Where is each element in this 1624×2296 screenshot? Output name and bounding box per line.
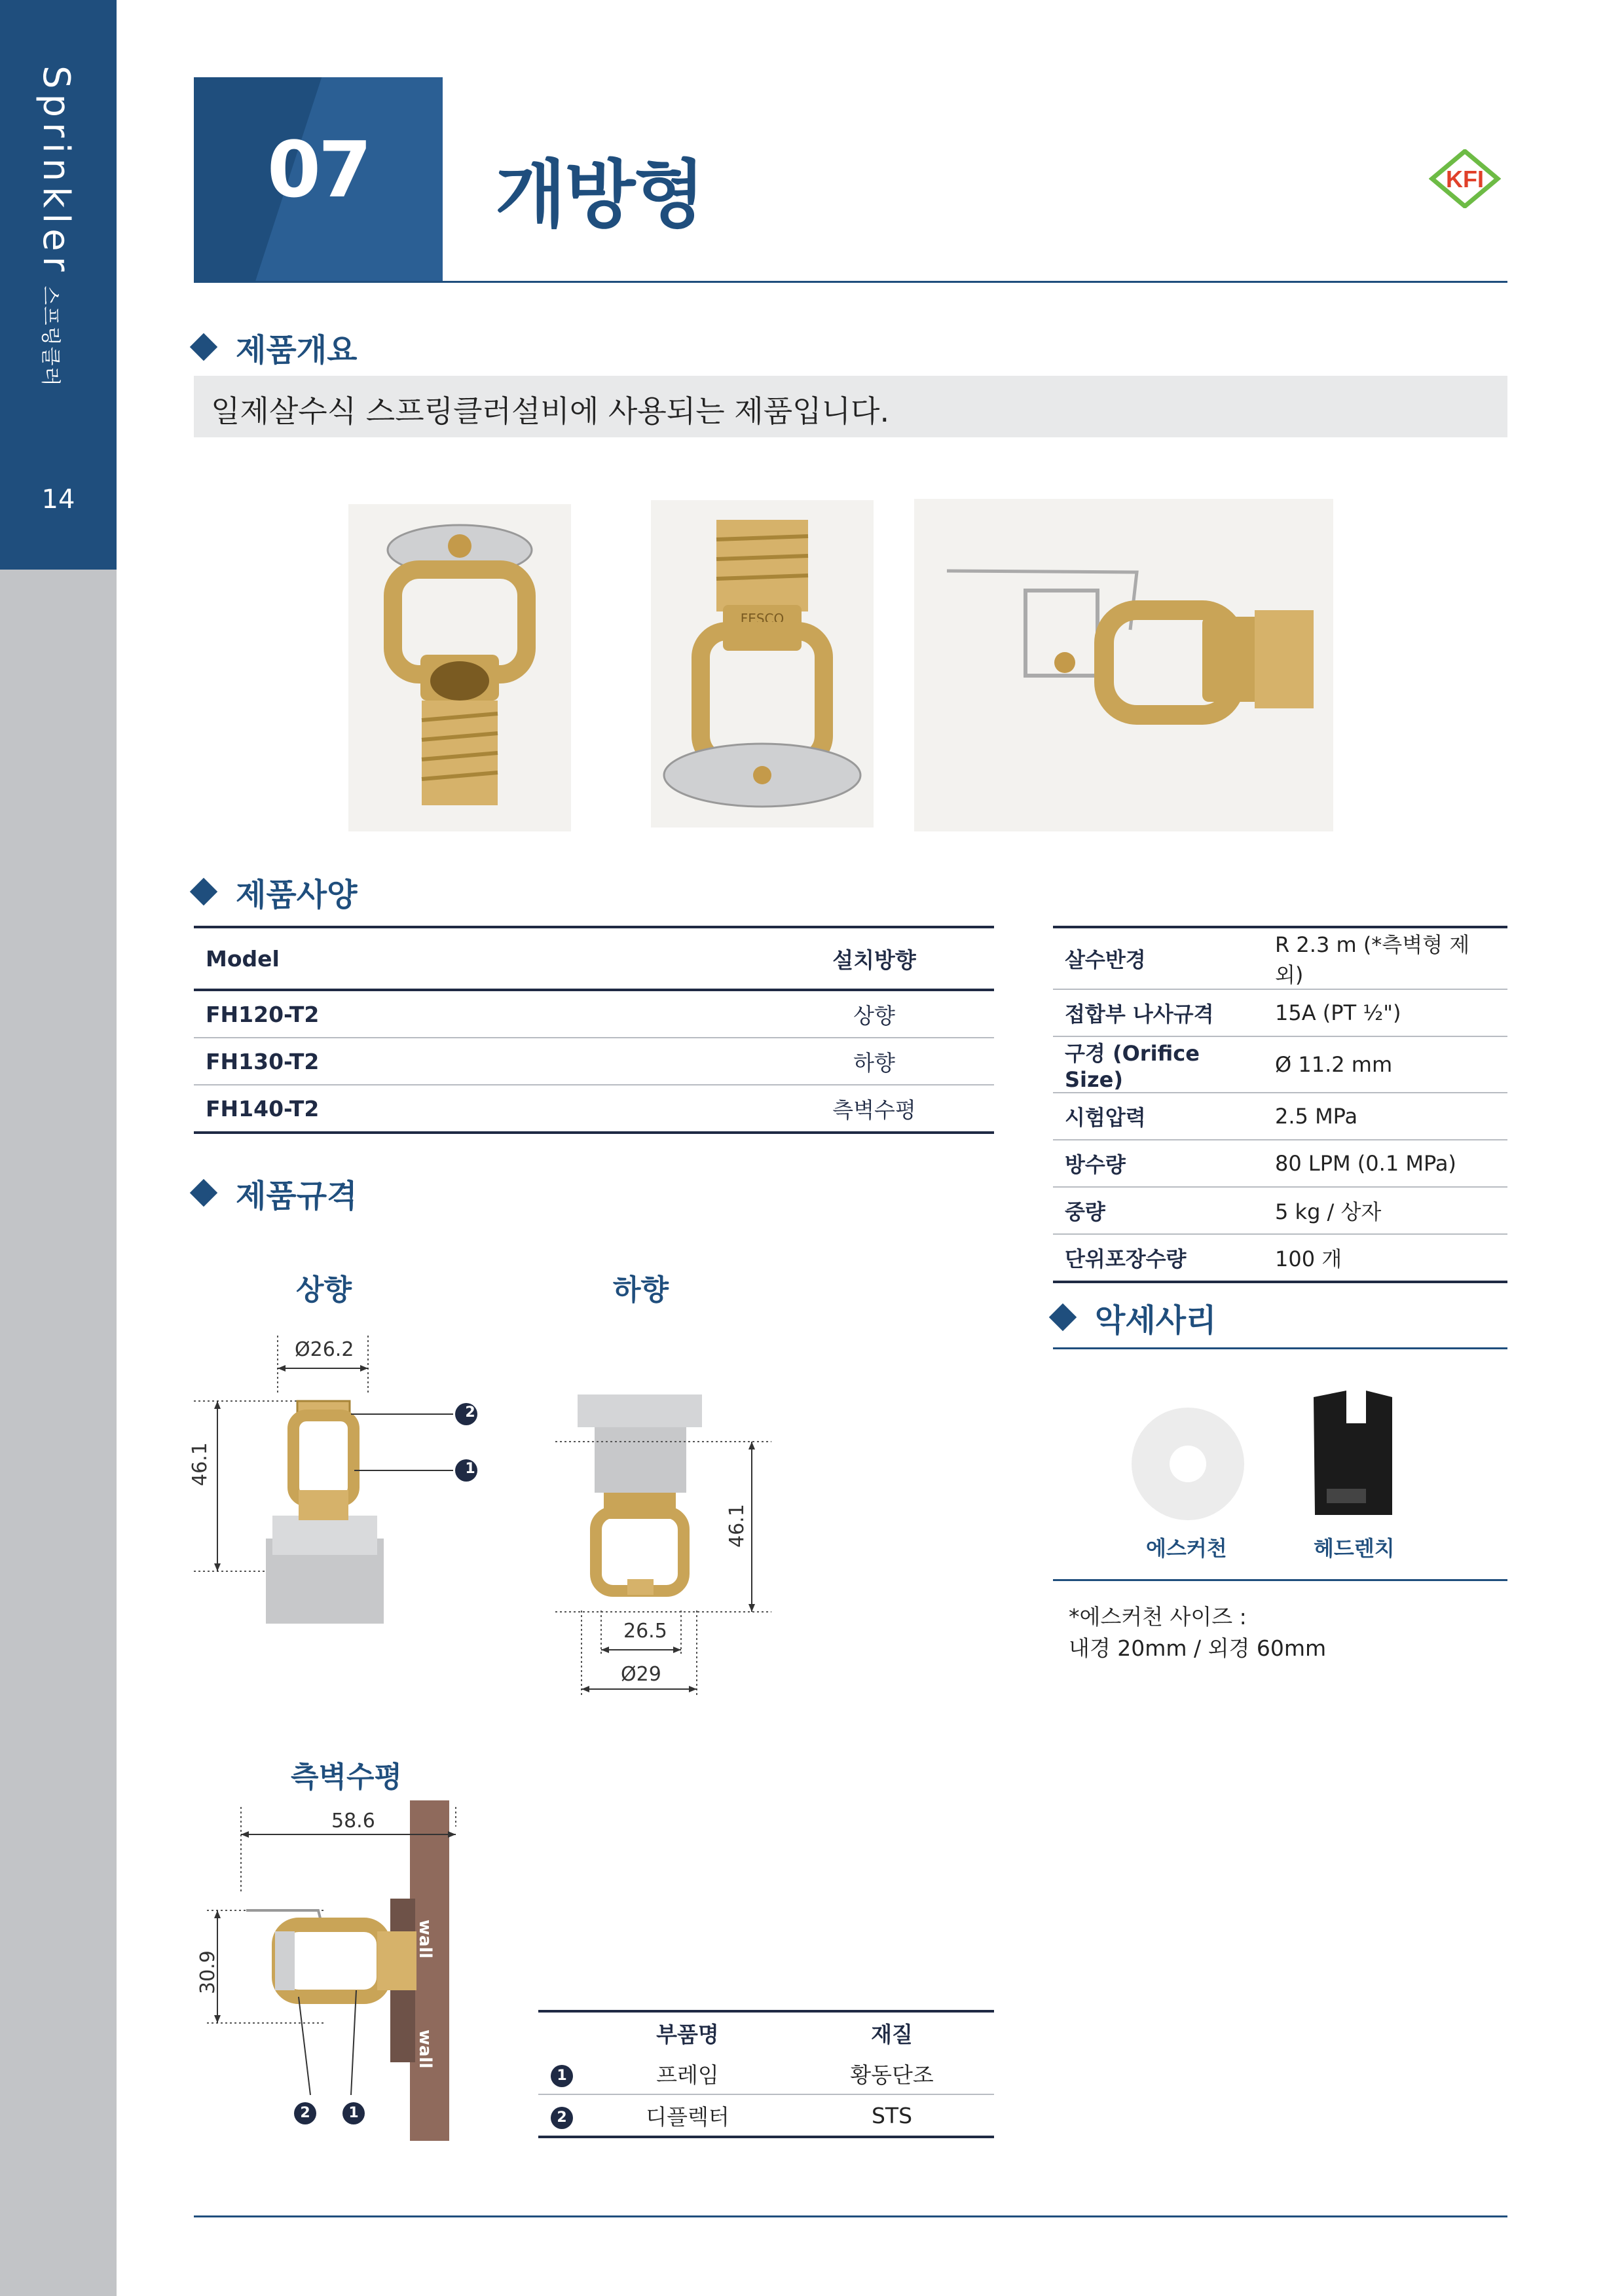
kfi-logo xyxy=(1429,149,1501,208)
svg-text:KFI: KFI xyxy=(1446,166,1484,192)
pendent-height-label: 46.1 xyxy=(726,1504,748,1548)
diamond-icon xyxy=(190,878,217,905)
table-row: 단위포장수량 100 개 xyxy=(1053,1234,1507,1282)
upright-diagram xyxy=(194,1336,495,1624)
sidebar-brand-ko: 스프링클러 xyxy=(39,285,62,388)
dimensions-heading: 제품규격 xyxy=(194,1171,357,1216)
table-row: 방수량 80 LPM (0.1 MPa) xyxy=(1053,1140,1507,1187)
part-number-badge: 1 xyxy=(551,2065,573,2087)
callout-1-number: 1 xyxy=(465,1461,475,1477)
table-row: 살수반경 R 2.3 m (*측벽형 제외) xyxy=(1053,927,1507,989)
parts-table xyxy=(538,2010,994,2138)
pendent-outer-label: Ø29 xyxy=(621,1663,661,1686)
upright-sprinkler-photo xyxy=(348,504,571,831)
overview-heading: 제품개요 xyxy=(194,325,357,370)
part-name-header: 부품명 xyxy=(656,2021,719,2047)
upright-title: 상향 xyxy=(296,1273,352,1307)
diamond-icon xyxy=(1049,1303,1077,1331)
accessories-heading: 악세사리 xyxy=(1053,1295,1216,1340)
callout-2-number: 2 xyxy=(465,1404,475,1421)
head-wrench-image xyxy=(1307,1391,1399,1522)
section-number: 07 xyxy=(267,124,370,215)
sidewall-width-label: 58.6 xyxy=(331,1810,375,1832)
page-title: 개방형 xyxy=(495,153,704,238)
table-row: 접합부 나사규격 15A (PT ½") xyxy=(1053,989,1507,1036)
sidebar-brand xyxy=(0,65,117,471)
table-row: 중량 5 kg / 상자 xyxy=(1053,1187,1507,1234)
upright-width-label: Ø26.2 xyxy=(295,1338,354,1361)
wall-label-top: wall xyxy=(415,1920,435,1959)
sidewall-callout-1-number: 1 xyxy=(348,2105,359,2121)
upright-height-label: 46.1 xyxy=(189,1442,212,1486)
model-header: Model xyxy=(206,945,280,972)
svg-text:FESCO: FESCO xyxy=(740,611,784,627)
overview-text: 일제살수식 스프링클러설비에 사용되는 제품입니다. xyxy=(211,393,890,429)
header-divider xyxy=(194,281,1507,283)
page-number: 14 xyxy=(41,484,75,515)
table-row: FH140-T2 측벽수평 xyxy=(194,1085,994,1133)
table-row: 구경 (Orifice Size) Ø 11.2 mm xyxy=(1053,1036,1507,1093)
pendent-diagram xyxy=(555,1394,791,1702)
material-header: 재질 xyxy=(871,2021,913,2047)
table-row: 2 디플렉터 STS xyxy=(538,2094,994,2137)
pendent-sprinkler-photo xyxy=(651,500,874,828)
accessories-divider xyxy=(1053,1347,1507,1349)
table-row: 1 프레임 황동단조 xyxy=(538,2053,994,2094)
part-number-badge: 2 xyxy=(551,2107,573,2129)
accessories-bottom-divider xyxy=(1053,1579,1507,1581)
pendent-inner-label: 26.5 xyxy=(623,1620,667,1643)
footer-divider xyxy=(194,2215,1507,2217)
sidewall-callout-2-number: 2 xyxy=(300,2105,310,2121)
spec-table xyxy=(1053,926,1507,1283)
model-table xyxy=(194,926,994,1134)
table-row: 시험압력 2.5 MPa xyxy=(1053,1093,1507,1140)
sidebar-brand-en: Sprinkler xyxy=(35,65,77,277)
accessory-note: *에스커천 사이즈 : 내경 20mm / 외경 60mm xyxy=(1069,1604,1327,1661)
sidewall-sprinkler-photo xyxy=(914,499,1333,831)
sidebar-gray-band xyxy=(0,570,117,2296)
direction-header: 설치방향 xyxy=(832,947,916,973)
table-row: FH120-T2 상향 xyxy=(194,990,994,1038)
head-wrench-label: 헤드렌치 xyxy=(1314,1536,1395,1561)
table-row: FH130-T2 하향 xyxy=(194,1038,994,1085)
wall-label-bottom: wall xyxy=(415,2030,435,2069)
diamond-icon xyxy=(190,1179,217,1207)
pendent-title: 하향 xyxy=(613,1273,669,1307)
diamond-icon xyxy=(190,333,217,361)
sidewall-diagram xyxy=(194,1800,482,2141)
spec-heading: 제품사양 xyxy=(194,869,357,915)
escutcheon-label: 에스커천 xyxy=(1146,1536,1227,1561)
sidewall-title: 측벽수평 xyxy=(291,1760,403,1794)
sidewall-height-label: 30.9 xyxy=(196,1950,219,1994)
escutcheon-image xyxy=(1130,1406,1246,1522)
